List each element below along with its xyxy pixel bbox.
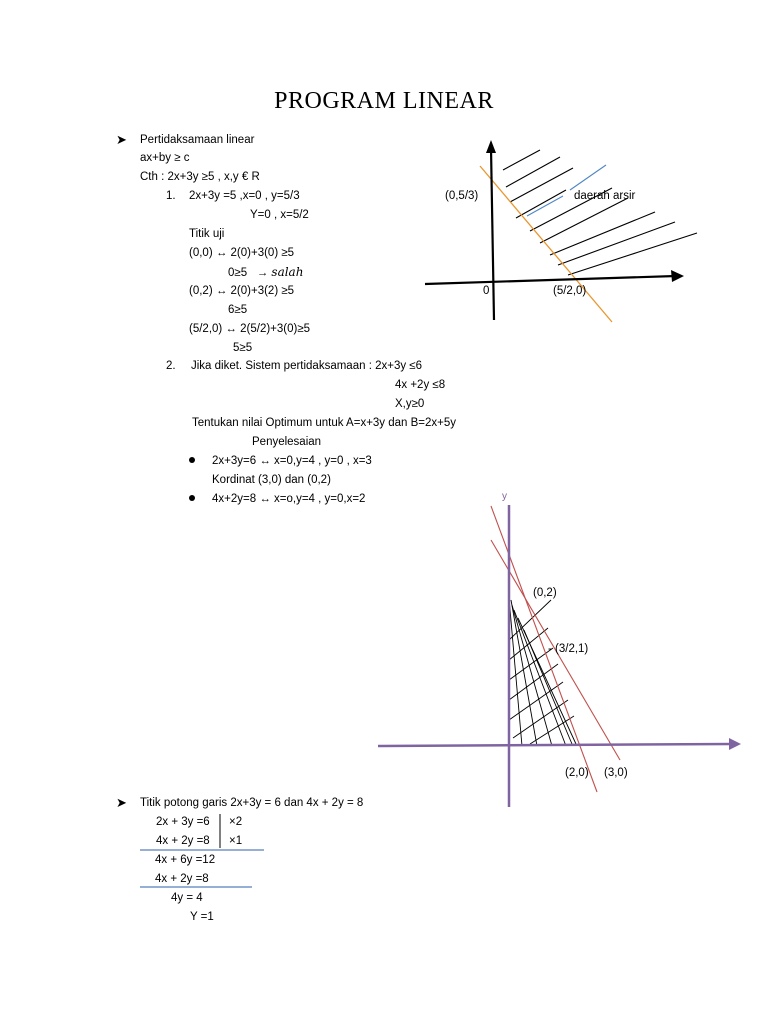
test2-line: (0,2) ↔ 2(0)+3(2) ≥5 bbox=[189, 285, 295, 297]
page-title: PROGRAM LINEAR bbox=[274, 88, 494, 114]
item2-line2: 4x +2y ≤8 bbox=[395, 379, 446, 391]
item2-line3: X,y≥0 bbox=[395, 398, 425, 410]
elim-eq1: 2x + 3y =6 bbox=[156, 816, 210, 828]
section1-heading: Pertidaksamaan linear bbox=[140, 134, 255, 146]
item1-line1: 2x+3y =5 ,x=0 , y=5/3 bbox=[189, 190, 300, 202]
graph1-origin-label: 0 bbox=[483, 285, 490, 297]
elim-eq3: 4x + 6y =12 bbox=[155, 854, 216, 866]
right-arrow-icon: → bbox=[256, 267, 269, 279]
test1-line: (0,0) ↔ 2(0)+3(0) ≥5 bbox=[189, 247, 295, 259]
bullet1-line: 2x+3y=6 ↔ x=0,y=4 , y=0 , x=3 bbox=[212, 455, 372, 467]
graph2-point-30: (3,0) bbox=[604, 767, 628, 779]
elim-eq2: 4x + 2y =8 bbox=[156, 835, 210, 847]
arrow-bullet-icon: ➤ bbox=[116, 132, 127, 147]
test3-line: (5/2,0) ↔ 2(5/2)+3(0)≥5 bbox=[189, 323, 311, 335]
task-line: Tentukan nilai Optimum untuk A=x+3y dan B=2x+5y bbox=[192, 417, 457, 429]
elim-mul2: ×1 bbox=[229, 835, 243, 847]
arrow-bullet-icon: ➤ bbox=[116, 795, 127, 810]
section3-heading: Titik potong garis 2x+3y = 6 dan 4x + 2y = 8 bbox=[140, 797, 364, 809]
test3-result: 5≥5 bbox=[233, 342, 253, 354]
elim-mul1: ×2 bbox=[229, 816, 243, 828]
item1-number: 1. bbox=[166, 190, 176, 202]
graph2-point-20: (2,0) bbox=[565, 767, 589, 779]
elim-eq5: 4y = 4 bbox=[171, 892, 203, 904]
graph1-x-intercept-label: (5/2,0) bbox=[553, 285, 587, 297]
elim-eq6: Y =1 bbox=[190, 911, 214, 923]
solution-label: Penyelesaian bbox=[252, 436, 322, 448]
graph1-y-intercept-label: (0,5/3) bbox=[445, 190, 479, 202]
item2-line1: Jika diket. Sistem pertidaksamaan : 2x+3y ≤6 bbox=[191, 360, 422, 372]
titik-uji-label: Titik uji bbox=[189, 228, 225, 240]
coordinate-line: Kordinat (3,0) dan (0,2) bbox=[212, 474, 331, 486]
test2-result: 6≥5 bbox=[228, 304, 248, 316]
test1-word: salah bbox=[271, 265, 304, 279]
test1-result-value: 0≥5 bbox=[228, 267, 248, 279]
item1-line2: Y=0 , x=5/2 bbox=[250, 209, 309, 221]
bullet2-line: 4x+2y=8 ↔ x=o,y=4 , y=0,x=2 bbox=[212, 493, 366, 505]
example-line: Cth : 2x+3y ≥5 , x,y € R bbox=[140, 171, 260, 183]
elim-eq4: 4x + 2y =8 bbox=[155, 873, 209, 885]
graph2-point-intersection: - (3/2,1) bbox=[548, 643, 589, 655]
general-form: ax+by ≥ c bbox=[140, 152, 190, 164]
graph1-shade-label: daerah arsir bbox=[574, 190, 636, 202]
item2-number: 2. bbox=[166, 360, 176, 372]
graph2-y-axis-label: y bbox=[502, 491, 507, 502]
graph2-point-02: (0,2) bbox=[533, 587, 557, 599]
